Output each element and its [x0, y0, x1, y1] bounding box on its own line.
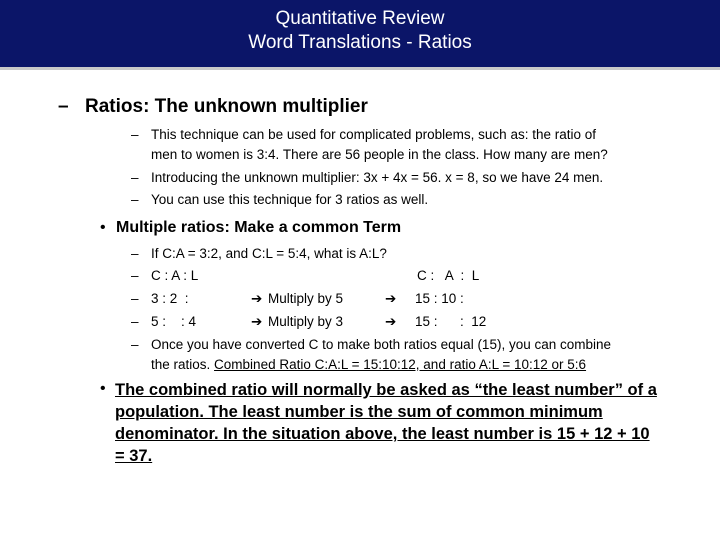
dash-bullet: – — [131, 314, 139, 329]
combined-ratio-result: Combined Ratio C:A:L = 15:10:12, and ratio A:L = 10:12 or 5:6 — [214, 357, 587, 372]
right-arrow-icon: ➔ — [385, 291, 397, 306]
section-heading-unknown-multiplier: Ratios: The unknown multiplier — [85, 96, 368, 117]
ratio-row-labels-combined: C : A : L — [417, 268, 480, 283]
list-item: This technique can be used for complicated problems, such as: the ratio of — [151, 127, 596, 142]
right-arrow-icon: ➔ — [251, 291, 263, 306]
slide-header — [0, 0, 720, 67]
multiply-label: Multiply by 3 — [268, 314, 344, 329]
conclusion-lead: the ratios. — [151, 357, 211, 372]
dash-bullet: – — [131, 337, 139, 352]
header-divider — [0, 67, 720, 70]
round-bullet: • — [100, 219, 106, 236]
ratio-row-cl: 5 : : 4 — [151, 314, 197, 329]
multiply-label: Multiply by 5 — [268, 291, 344, 306]
ratio-row-labels: C : A : L — [151, 268, 199, 283]
least-number-paragraph: The combined ratio will normally be asked as “the least number” of a population. The least number is the sum of common minimum denominator. In the situation above, the least number is 15 + 12 + 10 = 37. — [115, 381, 657, 465]
right-arrow-icon: ➔ — [251, 314, 263, 329]
dash-bullet: – — [131, 192, 139, 207]
ratio-row-cl-scaled: 15 : : 12 — [415, 314, 487, 329]
dash-bullet: – — [131, 291, 139, 306]
dash-bullet: – — [131, 127, 139, 142]
slide-title-line-1: Quantitative Review — [275, 8, 445, 29]
dash-bullet: – — [131, 268, 139, 283]
list-item-continued: men to women is 3:4. There are 56 people in the class. How many are men? — [151, 147, 608, 162]
section-heading-multiple-ratios: Multiple ratios: Make a common Term — [116, 219, 402, 236]
dash-bullet: – — [131, 170, 139, 185]
round-bullet: • — [100, 380, 106, 397]
dash-bullet: – — [131, 246, 139, 261]
ratio-row-ca-scaled: 15 : 10 : — [415, 291, 464, 306]
slide-title-line-2: Word Translations - Ratios — [248, 32, 472, 53]
list-item: Introducing the unknown multiplier: 3x + 4x = 56. x = 8, so we have 24 men. — [151, 170, 604, 185]
dash-bullet: – — [58, 96, 69, 117]
conclusion-text: Once you have converted C to make both ratios equal (15), you can combine — [151, 337, 612, 352]
right-arrow-icon: ➔ — [385, 314, 397, 329]
list-item: You can use this technique for 3 ratios as well. — [151, 192, 429, 207]
ratio-row-ca: 3 : 2 : — [151, 291, 189, 306]
conclusion-text-continued — [151, 357, 586, 372]
question-text: If C:A = 3:2, and C:L = 5:4, what is A:L? — [151, 246, 387, 261]
